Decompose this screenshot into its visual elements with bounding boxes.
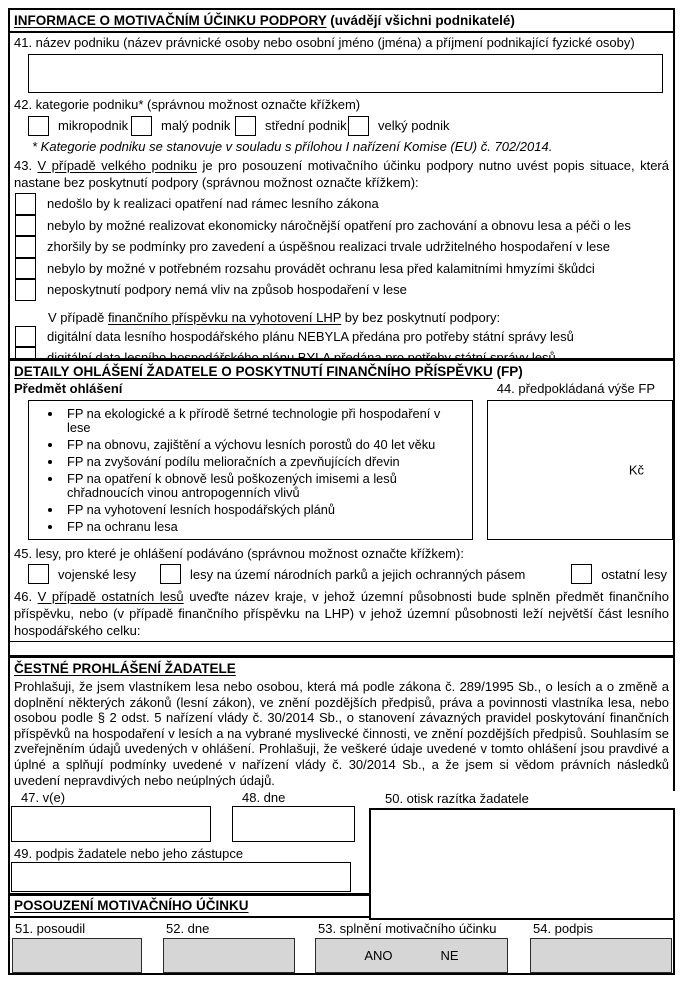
section-a-title-row <box>10 10 673 33</box>
f42-option-label: mikropodnik <box>58 118 129 133</box>
section-c-title-row <box>10 658 673 678</box>
f43-option-label: nebylo by možné v potřebném rozsahu provádět ochranu lesa před kalamitními hmyzími škůdci <box>47 260 595 276</box>
f46-label <box>10 586 673 641</box>
section-declaration <box>10 655 673 893</box>
f45-options-row <box>10 562 673 586</box>
section-a-title: INFORMACE O MOTIVAČNÍM ÚČINKU PODPORY <box>14 13 327 28</box>
f50-label: 50. otisk razítka žadatele <box>369 791 675 808</box>
f45-option-military <box>28 564 160 584</box>
checkbox-f43-option-4[interactable] <box>15 258 36 280</box>
f42-options-row <box>28 113 673 138</box>
form-border <box>8 8 675 975</box>
f43-option-row <box>10 258 673 280</box>
f48-input[interactable] <box>232 806 355 842</box>
checkbox-narodni-parky[interactable] <box>160 564 181 584</box>
lhp-prefix: V případě <box>48 309 108 325</box>
f53-cell <box>315 920 508 973</box>
f53-label: 53. splnění motivačního účinku <box>318 921 497 936</box>
f47-input[interactable] <box>11 806 211 842</box>
f45-option-national-parks <box>160 564 525 584</box>
f52-label: 52. dne <box>166 921 210 936</box>
section-d-title: POSOUZENÍ MOTIVAČNÍHO ÚČINKU <box>14 898 249 913</box>
f43-option-label: nebylo by možné realizovat ekonomicky náročnější opatření pro zachování a obnovu lesa a péči o les <box>47 217 631 233</box>
section-b-title: DETAILY OHLÁŠENÍ ŽADATELE O POSKYTNUTÍ FINANČNÍHO PŘÍSPĚVKU <box>14 364 493 379</box>
f43-underlined-part: V případě velkého podniku <box>37 158 198 173</box>
f46-rest: uveďte název kraje, v jehož územní působnosti bude splněn předmět finančního příspěvku, nebo (v případě finančního příspěvku na LHP) v jehož územní působnosti leží největší část lesního hospodářského celku: <box>14 589 669 638</box>
f43-rest: je pro posouzení motivačního účinku podpory nutno uvést popis situace, která nastane bez poskytnutí podpory (správnou možnost označte křížkem): <box>14 158 669 190</box>
f42-label: 42. kategorie podniku* (správnou možnost označte křížkem) <box>14 97 361 112</box>
subject-list <box>29 407 466 534</box>
checkbox-f43-option-3[interactable] <box>15 236 36 258</box>
f52-cell <box>163 920 295 973</box>
f43-option-row <box>10 279 673 301</box>
checkbox-f43-option-5[interactable] <box>15 279 36 301</box>
f41-input[interactable] <box>28 54 663 93</box>
section-b-title-row <box>10 361 673 381</box>
f51-label: 51. posoudil <box>15 921 86 936</box>
f51-input[interactable] <box>12 938 142 973</box>
section-motivation-info <box>10 10 673 358</box>
f49-label: 49. podpis žadatele nebo jeho zástupce <box>14 846 244 862</box>
section-b-title-note: (FP) <box>496 364 523 379</box>
f48-label: 48. dne <box>242 790 286 806</box>
yes-option[interactable]: ANO <box>364 948 393 963</box>
checkbox-lhp-nebyla[interactable] <box>15 326 36 348</box>
f43-option-row <box>10 215 673 237</box>
checkbox-f43-option-2[interactable] <box>15 215 36 237</box>
subject-item: • FP na ochranu lesa <box>63 520 466 534</box>
f51-cell <box>12 920 142 973</box>
f43-number: 43. <box>14 158 38 173</box>
subject-item: • FP na zvyšování podílu melioračních a zpevňujících dřevin <box>63 455 466 469</box>
f41-label: 41. název podniku (název právnické osoby nebo osobní jméno (jména) a příjmení podnikající fyzické osoby) <box>14 35 635 50</box>
f42-option-medium <box>235 116 348 136</box>
f54-label: 54. podpis <box>533 921 593 936</box>
f50-stamp-box[interactable] <box>369 808 675 920</box>
f43-option-label: nedošlo by k realizaci opatření nad rámec lesního zákona <box>47 196 379 212</box>
subject-item: • FP na ekologické a k přírodě šetrné technologie při hospodaření v lese <box>63 407 466 435</box>
f42-option-small <box>131 116 235 136</box>
f48-cell <box>232 790 355 842</box>
subject-item: • FP na opatření k obnově lesů poškozených imisemi a lesů chřadnoucích vinou antropogenních vlivů <box>63 472 466 500</box>
assessment-fields-row <box>10 920 673 973</box>
lhp-rest: by bez poskytnutí podpory: <box>341 309 501 325</box>
f50-stamp-area <box>369 791 675 920</box>
checkbox-stredni-podnik[interactable] <box>235 116 256 136</box>
no-option[interactable]: NE <box>440 948 459 963</box>
f42-option-large <box>348 116 450 136</box>
f43-option-label: zhoršily by se podmínky pro zavedení a úspěšnou realizaci trvale udržitelného hospodaření v lese <box>47 239 610 255</box>
subject-content-row <box>10 400 673 540</box>
f42-option-label: velký podnik <box>378 118 450 133</box>
lhp-intro <box>48 309 673 326</box>
f44-amount-box[interactable] <box>487 400 673 540</box>
checkbox-maly-podnik[interactable] <box>131 116 152 136</box>
subject-item: • FP na vyhotovení lesních hospodářských plánů <box>63 503 466 517</box>
f46-number: 46. <box>14 589 38 604</box>
checkbox-mikropodnik[interactable] <box>28 116 49 136</box>
f45-option-other <box>571 564 667 584</box>
f43-intro <box>10 155 673 193</box>
f46-underlined-part: V případě ostatních lesů <box>37 589 184 604</box>
f44-label: 44. předpokládaná výše FP <box>496 381 655 396</box>
declaration-text: Prohlašuji, že jsem vlastníkem lesa nebo osobou, která má podle zákona č. 289/1995 Sb., o lesích a o změně a doplnění některých zákonů (lesní zákon), ve znění pozdějších předpisů, práva a povinnosti vlastníka lesa, nebo osobou podle § 2 odst. 5 nařízení vlády č. 30/2014 Sb., o stanovení závazných pravidel poskytování finančních příspěvků na hospodaření v lesích a na vybrané myslivecké činnosti, ve znění pozdějších předpisů. Souhlasím se zveřejněním údajů uvedených v ohlášení. Prohlašuji, že veškeré údaje uvedené v tomto ohlášení jsou pravdivé a úplné a splňují podmínky uvedené v nařízení vlády č. 30/2014 Sb., a že jsem si vědom právních následků uvedení nepravdivých nebo neúplných údajů. <box>14 679 669 788</box>
subject-label: Předmět ohlášení <box>14 381 123 396</box>
subject-list-box <box>28 400 473 540</box>
lhp-underlined-part: finančního příspěvku na vyhotovení LHP <box>108 309 342 325</box>
section-announcement-details <box>10 358 673 655</box>
f54-cell <box>530 920 672 973</box>
f42-footnote: * Kategorie podniku se stanovuje v souladu s přílohou I nařízení Komise (EU) č. 702/2014. <box>32 139 553 154</box>
f45-label: 45. lesy, pro které je ohlášení podáváno (správnou možnost označte křížkem): <box>14 546 464 561</box>
f47-cell <box>11 790 211 842</box>
f45-option-label: ostatní lesy <box>601 566 667 582</box>
lhp-option-row <box>10 326 673 348</box>
checkbox-velky-podnik[interactable] <box>348 116 369 136</box>
f47-label: 47. v(e) <box>21 790 66 806</box>
f42-option-label: střední podnik <box>265 118 347 133</box>
f52-input[interactable] <box>163 938 295 973</box>
section-a-title-note: (uvádějí všichni podnikatelé) <box>330 13 515 28</box>
lhp-option-label: digitální data lesního hospodářského plánu NEBYLA předána pro potřeby státní správy lesů <box>47 328 574 344</box>
f43-option-label: neposkytnutí podpory nemá vliv na způsob hospodaření v lese <box>47 282 407 298</box>
subject-item: • FP na obnovu, zajištění a výchovu lesních porostů do 40 let věku <box>63 438 466 452</box>
f43-option-row <box>10 236 673 258</box>
f54-signature-box[interactable] <box>530 938 672 973</box>
f42-option-micro <box>28 116 131 136</box>
f43-option-row <box>10 193 673 215</box>
section-c-title: ČESTNÉ PROHLÁŠENÍ ŽADATELE <box>14 661 236 676</box>
f53-options-box <box>315 938 508 973</box>
checkbox-vojenske-lesy[interactable] <box>28 564 49 584</box>
checkbox-ostatni-lesy[interactable] <box>571 564 592 584</box>
f49-signature-box[interactable] <box>11 862 351 892</box>
currency-label: Kč <box>628 462 644 478</box>
subject-header-row <box>10 381 673 397</box>
f45-option-label: vojenské lesy <box>58 566 137 582</box>
f45-option-label: lesy na území národních parků a jejich ochranných pásem <box>190 566 526 582</box>
checkbox-f43-option-1[interactable] <box>15 193 36 215</box>
f42-option-label: malý podnik <box>161 118 231 133</box>
